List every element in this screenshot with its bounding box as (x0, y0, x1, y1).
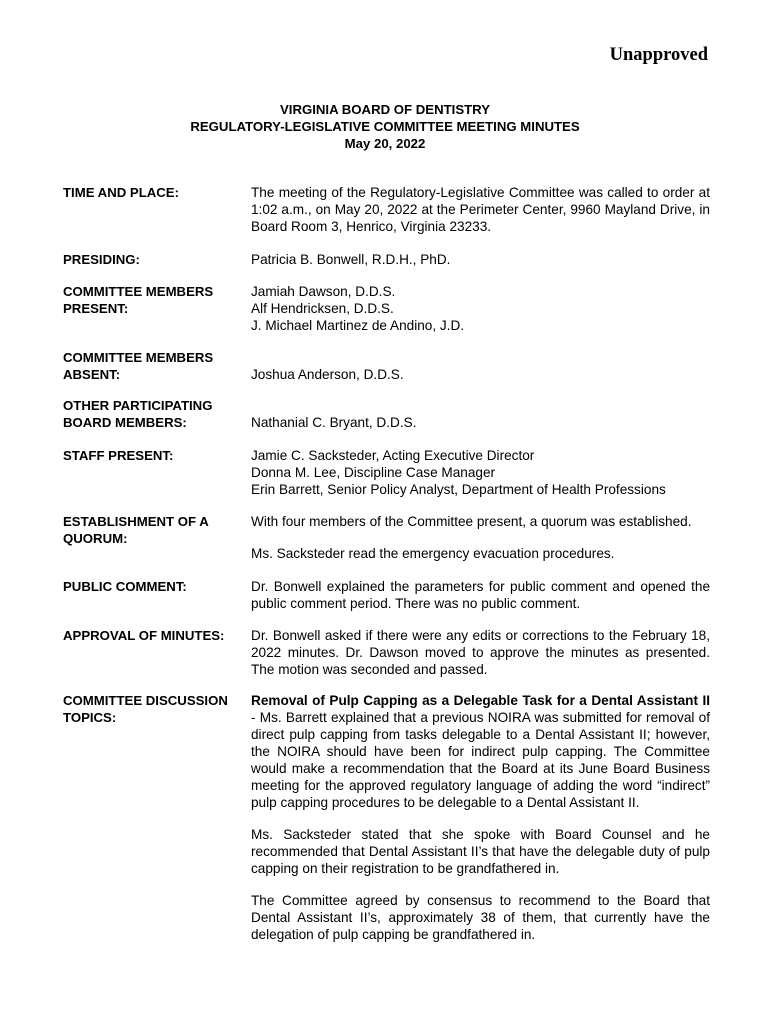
member-name: Alf Hendricksen, D.D.S. (251, 301, 394, 316)
section-label: COMMITTEE DISCUSSION TOPICS: (63, 693, 228, 725)
discussion-content (251, 692, 710, 943)
section-label: OTHER PARTICIPATING BOARD MEMBERS: (63, 398, 213, 430)
other-board-list (251, 414, 710, 431)
quorum-text: With four members of the Committee present, a quorum was established. Ms. Sacksteder read the emergency evacuation procedures. (251, 514, 692, 561)
section-label: STAFF PRESENT: (63, 448, 174, 463)
meeting-date: May 20, 2022 (344, 136, 426, 151)
section-label: APPROVAL OF MINUTES: (63, 628, 225, 643)
discussion-topic-heading: Removal of Pulp Capping as a Delegable Task for a Dental Assistant II (251, 693, 710, 708)
meeting-title: REGULATORY-LEGISLATIVE COMMITTEE MEETING MINUTES (190, 119, 580, 134)
discussion-paragraph: Ms. Sacksteder stated that she spoke with Board Counsel and he recommended that Dental Assistant II’s that have the delegable duty of pulp capping on their registration to be grandfathered in. (251, 827, 710, 876)
section-label: PUBLIC COMMENT: (63, 579, 187, 594)
discussion-paragraph: Removal of Pulp Capping as a Delegable Task for a Dental Assistant II - Ms. Barrett explained that a previous NOIRA was submitted for removal of direct pulp capping from tasks delegable to a Dental Assistant II; however, the NOIRA should have been for indirect pulp capping. The Committee would make a recommendation that the Board at its June Board Business meeting for the approved regulatory language of adding the word “indirect” pulp capping procedures to be delegable to a Dental Assistant II. (251, 693, 710, 810)
document-header (0, 101, 770, 152)
presiding-name: Patricia B. Bonwell, R.D.H., PhD. (251, 252, 451, 267)
approval-text: Dr. Bonwell asked if there were any edits or corrections to the February 18, 2022 minutes. Dr. Dawson moved to approve the minutes as presented. The motion was seconded and passed. (251, 628, 710, 677)
member-name: Joshua Anderson, D.D.S. (251, 367, 404, 382)
staff-name: Donna M. Lee, Discipline Case Manager (251, 465, 496, 480)
section-label: COMMITTEE MEMBERS PRESENT: (63, 284, 214, 316)
section-label: TIME AND PLACE: (63, 185, 179, 200)
document-status: Unapproved (609, 45, 708, 65)
member-name: Nathanial C. Bryant, D.D.S. (251, 415, 417, 430)
section-label: ESTABLISHMENT OF A QUORUM: (63, 514, 209, 546)
staff-list (251, 447, 710, 498)
member-name: Jamiah Dawson, D.D.S. (251, 284, 396, 299)
member-name: J. Michael Martinez de Andino, J.D. (251, 318, 465, 333)
time-place-text: The meeting of the Regulatory-Legislative Committee was called to order at 1:02 a.m., on May 20, 2022 at the Perimeter Center, 9960 Mayland Drive, in Board Room 3, Henrico, Virginia 23233. (251, 185, 710, 234)
section-label: COMMITTEE MEMBERS ABSENT: (63, 350, 214, 382)
section-label: PRESIDING: (63, 252, 140, 267)
members-present-list (251, 283, 710, 334)
discussion-paragraph: The Committee agreed by consensus to recommend to the Board that Dental Assistant II’s, approximately 38 of them, that currently have the delegation of pulp capping be grandfathered in. (251, 893, 710, 942)
members-absent-list (251, 366, 710, 383)
board-title: VIRGINIA BOARD OF DENTISTRY (279, 102, 491, 117)
staff-name: Erin Barrett, Senior Policy Analyst, Department of Health Professions (251, 482, 666, 497)
staff-name: Jamie C. Sacksteder, Acting Executive Director (251, 448, 535, 463)
public-comment-text: Dr. Bonwell explained the parameters for public comment and opened the public comment period. There was no public comment. (251, 579, 710, 611)
